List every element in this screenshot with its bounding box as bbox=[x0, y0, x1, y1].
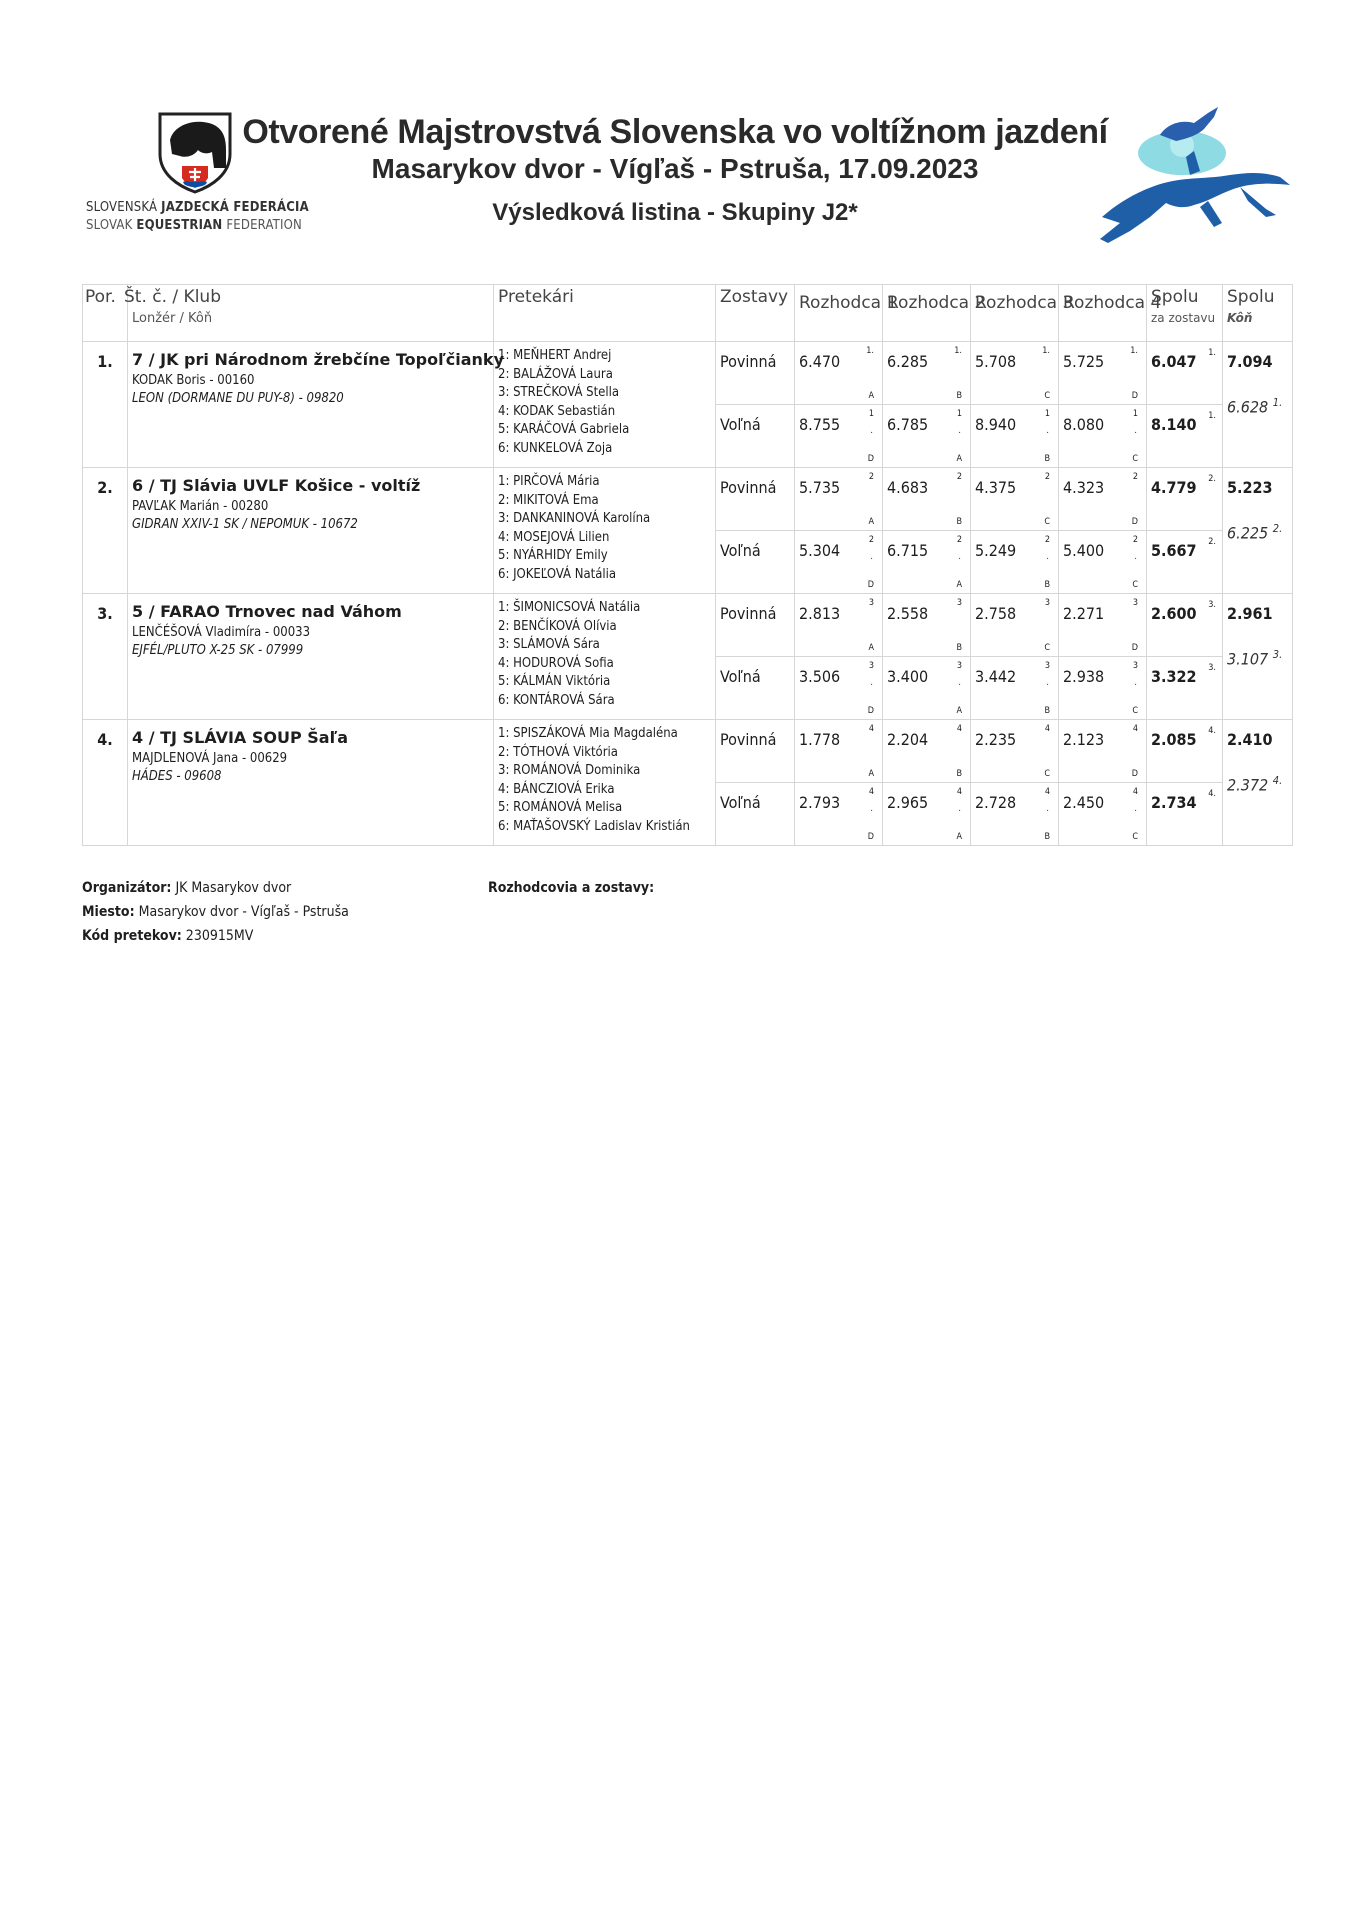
score-value: 5.735 bbox=[799, 478, 841, 497]
judge-letter: A bbox=[868, 769, 874, 779]
score-value: 6.285 bbox=[887, 352, 929, 371]
team-grand-total bbox=[1223, 342, 1293, 468]
col-riders: Pretekári bbox=[494, 285, 716, 342]
judge-score bbox=[971, 468, 1059, 531]
rider-name: 2: BALÁŽOVÁ Laura bbox=[498, 366, 613, 382]
judge-letter: A bbox=[956, 454, 962, 464]
composition-type: Povinná bbox=[716, 594, 795, 657]
team-lonzer: LENČÉŠOVÁ Vladimíra - 00033 bbox=[132, 625, 311, 640]
rider-name: 4: MOSEJOVÁ Lilien bbox=[498, 529, 610, 545]
rider-name: 6: MAŤAŠOVSKÝ Ladislav Kristián bbox=[498, 818, 690, 834]
total-rank: 2. bbox=[1208, 474, 1216, 484]
score-value: 3.506 bbox=[799, 667, 841, 686]
team-info bbox=[128, 342, 504, 468]
total-rank: 1. bbox=[1208, 348, 1216, 358]
col-judge-2: Rozhodca 2 bbox=[883, 285, 971, 342]
judge-score bbox=[795, 657, 883, 720]
team-row bbox=[83, 342, 1293, 405]
horse-rank: 3. bbox=[1272, 648, 1283, 661]
score-value: 2.813 bbox=[799, 604, 841, 623]
team-name: 5 / FARAO Trnovec nad Váhom bbox=[132, 602, 402, 621]
header bbox=[0, 0, 1357, 260]
grand-total-value: 5.223 bbox=[1227, 478, 1273, 497]
judge-score bbox=[795, 405, 883, 468]
score-value: 5.725 bbox=[1063, 352, 1105, 371]
team-rank: 4. bbox=[83, 720, 128, 846]
team-riders bbox=[494, 468, 716, 594]
team-name: 7 / JK pri Národnom žrebčíne Topoľčianky bbox=[132, 350, 504, 369]
horse-rank: 1. bbox=[1272, 396, 1283, 409]
rider-name: 5: NYÁRHIDY Emily bbox=[498, 548, 608, 563]
judge-score bbox=[795, 531, 883, 594]
team-row bbox=[83, 594, 1293, 657]
judge-score bbox=[971, 342, 1059, 405]
horse-rank: 2. bbox=[1272, 522, 1283, 535]
judge-letter: C bbox=[1132, 454, 1138, 464]
score-rank: 4 bbox=[1044, 787, 1050, 797]
judge-score bbox=[1059, 405, 1147, 468]
score-rank: 3 bbox=[1132, 661, 1138, 671]
score-dot: . bbox=[958, 804, 961, 814]
score-rank: 4 bbox=[868, 787, 874, 797]
judge-letter: C bbox=[1044, 769, 1050, 779]
score-rank: 3 bbox=[1132, 598, 1138, 608]
score-rank: 2 bbox=[868, 472, 874, 482]
judge-score bbox=[883, 531, 971, 594]
horse-score: 6.628 $^{1.}$ bbox=[1227, 396, 1283, 417]
score-value: 2.450 bbox=[1063, 793, 1105, 812]
score-value: 2.758 bbox=[975, 604, 1017, 623]
score-dot: . bbox=[958, 678, 961, 688]
judge-letter: D bbox=[1131, 643, 1138, 653]
judge-score bbox=[883, 342, 971, 405]
score-value: 6.470 bbox=[799, 352, 841, 371]
team-horse: EJFÉL/PLUTO X-25 SK - 07999 bbox=[132, 643, 304, 658]
score-dot: . bbox=[1134, 678, 1137, 688]
rider-name: 2: BENČÍKOVÁ Olívia bbox=[498, 618, 617, 634]
judge-letter: B bbox=[956, 391, 962, 401]
judge-letter: D bbox=[867, 580, 874, 590]
total-value: 2.734 bbox=[1151, 793, 1197, 812]
score-rank: 1. bbox=[1130, 346, 1138, 356]
score-value: 2.235 bbox=[975, 730, 1017, 749]
judge-letter: C bbox=[1132, 706, 1138, 716]
total-value: 3.322 bbox=[1151, 667, 1197, 686]
judge-score bbox=[795, 783, 883, 846]
score-value: 4.323 bbox=[1063, 478, 1105, 497]
judge-score bbox=[1059, 594, 1147, 657]
score-value: 8.940 bbox=[975, 415, 1017, 434]
team-rank: 1. bbox=[83, 342, 128, 468]
team-horse: GIDRAN XXIV-1 SK / NEPOMUK - 10672 bbox=[132, 517, 358, 532]
score-dot: . bbox=[958, 552, 961, 562]
judge-letter: C bbox=[1044, 517, 1050, 527]
judge-letter: C bbox=[1132, 580, 1138, 590]
composition-total bbox=[1147, 531, 1223, 594]
score-dot: . bbox=[1046, 678, 1049, 688]
judge-letter: B bbox=[1044, 454, 1050, 464]
score-value: 6.715 bbox=[887, 541, 929, 560]
judge-letter: A bbox=[956, 580, 962, 590]
team-row bbox=[83, 468, 1293, 531]
judge-score bbox=[971, 657, 1059, 720]
rider-name: 6: JOKEĽOVÁ Natália bbox=[498, 566, 617, 582]
score-rank: 3 bbox=[956, 661, 962, 671]
judge-letter: A bbox=[868, 643, 874, 653]
judge-letter: C bbox=[1044, 643, 1050, 653]
judge-score bbox=[883, 720, 971, 783]
rider-name: 4: HODUROVÁ Sofia bbox=[498, 655, 614, 671]
rider-name: 2: TÓTHOVÁ Viktória bbox=[498, 744, 618, 760]
score-rank: 1. bbox=[954, 346, 962, 356]
judge-score bbox=[1059, 783, 1147, 846]
score-value: 4.375 bbox=[975, 478, 1017, 497]
score-value: 5.249 bbox=[975, 541, 1017, 560]
rider-name: 5: KÁLMÁN Viktória bbox=[498, 674, 611, 689]
score-rank: 4 bbox=[1044, 724, 1050, 734]
horse-shield-icon bbox=[156, 110, 234, 194]
score-dot: . bbox=[870, 426, 873, 436]
judge-score bbox=[971, 720, 1059, 783]
score-rank: 3 bbox=[868, 661, 874, 671]
team-horse: LEON (DORMANE DU PUY-8) - 09820 bbox=[132, 391, 344, 406]
score-rank: 4 bbox=[1132, 724, 1138, 734]
total-value: 5.667 bbox=[1151, 541, 1197, 560]
judge-letter: A bbox=[956, 706, 962, 716]
judge-letter: C bbox=[1132, 832, 1138, 842]
rider-name: 3: STREČKOVÁ Stella bbox=[498, 385, 620, 400]
score-rank: 4 bbox=[868, 724, 874, 734]
judge-score bbox=[795, 468, 883, 531]
score-value: 8.755 bbox=[799, 415, 841, 434]
col-club: Št. č. / Klub Lonžér / Kôň bbox=[128, 285, 494, 342]
col-spolu-kon: Spolu Kôň bbox=[1223, 285, 1293, 342]
total-value: 4.779 bbox=[1151, 478, 1197, 497]
score-value: 3.400 bbox=[887, 667, 929, 686]
total-rank: 1. bbox=[1208, 411, 1216, 421]
score-value: 3.442 bbox=[975, 667, 1017, 686]
federation-name-sk: SLOVENSKÁ JAZDECKÁ FEDERÁCIA bbox=[86, 200, 309, 215]
judge-letter: D bbox=[867, 454, 874, 464]
table-header bbox=[83, 285, 1293, 342]
col-judge-3: Rozhodca 3 bbox=[971, 285, 1059, 342]
team-row bbox=[83, 720, 1293, 783]
judge-score bbox=[1059, 531, 1147, 594]
judges-label: Rozhodcovia a zostavy: bbox=[488, 880, 655, 896]
judge-letter: B bbox=[956, 517, 962, 527]
score-value: 5.708 bbox=[975, 352, 1017, 371]
score-rank: 1. bbox=[866, 346, 874, 356]
composition-total bbox=[1147, 468, 1223, 531]
score-value: 1.778 bbox=[799, 730, 841, 749]
score-dot: . bbox=[958, 426, 961, 436]
code-line: Kód pretekov: 230915MV bbox=[82, 928, 254, 944]
team-grand-total bbox=[1223, 720, 1293, 846]
page-subtitle: Masarykov dvor - Vígľaš - Pstruša, 17.09.2023 bbox=[371, 153, 979, 184]
judge-score bbox=[1059, 720, 1147, 783]
score-value: 2.938 bbox=[1063, 667, 1105, 686]
score-dot: . bbox=[1134, 804, 1137, 814]
total-rank: 4. bbox=[1208, 789, 1216, 799]
rider-name: 4: KODAK Sebastián bbox=[498, 403, 616, 419]
results-table bbox=[82, 284, 1293, 846]
team-name: 4 / TJ SLÁVIA SOUP Šaľa bbox=[132, 728, 349, 747]
rider-name: 2: MIKITOVÁ Ema bbox=[498, 492, 599, 508]
judge-score bbox=[883, 657, 971, 720]
composition-total bbox=[1147, 783, 1223, 846]
score-rank: 2 bbox=[1132, 535, 1138, 545]
composition-type: Voľná bbox=[716, 657, 795, 720]
team-lonzer: PAVĽAK Marián - 00280 bbox=[132, 499, 269, 514]
score-rank: 2 bbox=[868, 535, 874, 545]
score-rank: 4 bbox=[956, 787, 962, 797]
col-judge-1: Rozhodca 1 bbox=[795, 285, 883, 342]
col-zostavy: Zostavy bbox=[716, 285, 795, 342]
judge-score bbox=[795, 720, 883, 783]
score-dot: . bbox=[1046, 804, 1049, 814]
col-spolu: Spolu za zostavu bbox=[1147, 285, 1223, 342]
grand-total-value: 7.094 bbox=[1227, 352, 1273, 371]
team-lonzer: KODAK Boris - 00160 bbox=[132, 373, 255, 388]
team-riders bbox=[494, 720, 716, 846]
vaulting-logo-icon bbox=[1090, 105, 1300, 245]
judge-score bbox=[971, 405, 1059, 468]
horse-score: 3.107 $^{3.}$ bbox=[1227, 648, 1283, 669]
organizer-line: Organizátor: JK Masarykov dvor bbox=[82, 880, 292, 896]
judge-letter: A bbox=[956, 832, 962, 842]
total-rank: 3. bbox=[1208, 600, 1216, 610]
composition-total bbox=[1147, 405, 1223, 468]
judge-letter: D bbox=[867, 706, 874, 716]
score-value: 5.304 bbox=[799, 541, 841, 560]
score-rank: 2 bbox=[956, 472, 962, 482]
score-value: 8.080 bbox=[1063, 415, 1105, 434]
score-rank: 4 bbox=[1132, 787, 1138, 797]
title-block bbox=[230, 112, 1120, 228]
judge-letter: B bbox=[1044, 832, 1050, 842]
score-value: 6.785 bbox=[887, 415, 929, 434]
total-value: 2.600 bbox=[1151, 604, 1197, 623]
judge-letter: A bbox=[868, 391, 874, 401]
composition-type: Voľná bbox=[716, 783, 795, 846]
judge-letter: B bbox=[956, 769, 962, 779]
composition-total bbox=[1147, 342, 1223, 405]
score-rank: 3 bbox=[1044, 661, 1050, 671]
judge-score bbox=[971, 783, 1059, 846]
score-dot: . bbox=[1046, 552, 1049, 562]
composition-type: Povinná bbox=[716, 342, 795, 405]
score-dot: . bbox=[1134, 552, 1137, 562]
score-dot: . bbox=[1134, 426, 1137, 436]
rider-name: 1: MEŇHERT Andrej bbox=[498, 348, 612, 363]
score-value: 4.683 bbox=[887, 478, 929, 497]
judge-letter: D bbox=[1131, 517, 1138, 527]
team-grand-total bbox=[1223, 594, 1293, 720]
total-rank: 4. bbox=[1208, 726, 1216, 736]
team-info bbox=[128, 468, 494, 594]
score-value: 2.965 bbox=[887, 793, 929, 812]
federation-name-en: SLOVAK EQUESTRIAN FEDERATION bbox=[86, 218, 302, 233]
team-riders bbox=[494, 594, 716, 720]
score-rank: 2 bbox=[956, 535, 962, 545]
rider-name: 1: ŠIMONICSOVÁ Natália bbox=[498, 600, 641, 615]
grand-total-value: 2.410 bbox=[1227, 730, 1273, 749]
list-title: Výsledková listina - Skupiny J2* bbox=[492, 199, 858, 226]
team-horse: HÁDES - 09608 bbox=[132, 769, 222, 784]
team-name: 6 / TJ Slávia UVLF Košice - voltíž bbox=[132, 476, 421, 495]
score-dot: . bbox=[870, 804, 873, 814]
rider-name: 3: SLÁMOVÁ Sára bbox=[498, 637, 600, 652]
judge-letter: D bbox=[1131, 769, 1138, 779]
score-dot: . bbox=[1046, 426, 1049, 436]
score-dot: . bbox=[870, 552, 873, 562]
place-line: Miesto: Masarykov dvor - Vígľaš - Pstruša bbox=[82, 904, 349, 920]
rider-name: 5: ROMÁNOVÁ Melisa bbox=[498, 800, 623, 815]
judge-score bbox=[971, 531, 1059, 594]
composition-type: Voľná bbox=[716, 531, 795, 594]
score-rank: 4 bbox=[956, 724, 962, 734]
composition-total bbox=[1147, 594, 1223, 657]
team-rank: 2. bbox=[83, 468, 128, 594]
total-value: 2.085 bbox=[1151, 730, 1197, 749]
score-value: 2.558 bbox=[887, 604, 929, 623]
col-por: Por. bbox=[83, 285, 128, 342]
judge-letter: D bbox=[1131, 391, 1138, 401]
horse-score: 2.372 $^{4.}$ bbox=[1227, 774, 1283, 795]
rider-name: 1: SPISZÁKOVÁ Mia Magdaléna bbox=[498, 726, 678, 741]
judge-score bbox=[883, 468, 971, 531]
judge-letter: C bbox=[1044, 391, 1050, 401]
score-rank: 2 bbox=[1044, 535, 1050, 545]
footer-info bbox=[82, 876, 349, 948]
judge-score bbox=[1059, 342, 1147, 405]
col-judge-4: Rozhodca 4 bbox=[1059, 285, 1147, 342]
judge-score bbox=[883, 594, 971, 657]
score-rank: 2 bbox=[1044, 472, 1050, 482]
score-value: 2.271 bbox=[1063, 604, 1105, 623]
score-value: 2.123 bbox=[1063, 730, 1105, 749]
score-rank: 1 bbox=[1044, 409, 1050, 419]
composition-total bbox=[1147, 657, 1223, 720]
judge-score bbox=[883, 783, 971, 846]
judge-score bbox=[1059, 468, 1147, 531]
judge-letter: A bbox=[868, 517, 874, 527]
score-value: 2.793 bbox=[799, 793, 841, 812]
rider-name: 6: KUNKELOVÁ Zoja bbox=[498, 440, 613, 456]
team-info bbox=[128, 720, 494, 846]
rider-name: 3: ROMÁNOVÁ Dominika bbox=[498, 763, 641, 778]
total-rank: 2. bbox=[1208, 537, 1216, 547]
judge-score bbox=[971, 594, 1059, 657]
score-rank: 1. bbox=[1042, 346, 1050, 356]
judge-score bbox=[1059, 657, 1147, 720]
score-value: 5.400 bbox=[1063, 541, 1105, 560]
score-rank: 1 bbox=[1132, 409, 1138, 419]
horse-rank: 4. bbox=[1272, 774, 1283, 787]
score-rank: 1 bbox=[868, 409, 874, 419]
team-info bbox=[128, 594, 494, 720]
total-value: 6.047 bbox=[1151, 352, 1197, 371]
score-rank: 1 bbox=[956, 409, 962, 419]
composition-total bbox=[1147, 720, 1223, 783]
rider-name: 3: DANKANINOVÁ Karolína bbox=[498, 511, 651, 526]
composition-type: Povinná bbox=[716, 468, 795, 531]
judge-letter: B bbox=[956, 643, 962, 653]
score-value: 2.204 bbox=[887, 730, 929, 749]
composition-type: Povinná bbox=[716, 720, 795, 783]
score-rank: 3 bbox=[868, 598, 874, 608]
team-lonzer: MAJDLENOVÁ Jana - 00629 bbox=[132, 751, 288, 766]
judge-letter: B bbox=[1044, 580, 1050, 590]
judge-score bbox=[883, 405, 971, 468]
page-title: Otvorené Majstrovstvá Slovenska vo voltížnom jazdení bbox=[242, 113, 1108, 151]
score-value: 2.728 bbox=[975, 793, 1017, 812]
rider-name: 6: KONTÁROVÁ Sára bbox=[498, 692, 615, 708]
total-rank: 3. bbox=[1208, 663, 1216, 673]
total-value: 8.140 bbox=[1151, 415, 1197, 434]
team-rank: 3. bbox=[83, 594, 128, 720]
grand-total-value: 2.961 bbox=[1227, 604, 1273, 623]
rider-name: 5: KARÁČOVÁ Gabriela bbox=[498, 422, 630, 437]
team-riders bbox=[494, 342, 716, 468]
score-rank: 2 bbox=[1132, 472, 1138, 482]
team-grand-total bbox=[1223, 468, 1293, 594]
score-dot: . bbox=[870, 678, 873, 688]
judge-score bbox=[795, 594, 883, 657]
score-rank: 3 bbox=[956, 598, 962, 608]
judge-letter: B bbox=[1044, 706, 1050, 716]
rider-name: 1: PIRČOVÁ Mária bbox=[498, 474, 600, 489]
judge-score bbox=[795, 342, 883, 405]
horse-score: 6.225 $^{2.}$ bbox=[1227, 522, 1283, 543]
score-rank: 3 bbox=[1044, 598, 1050, 608]
rider-name: 4: BÁNCZIOVÁ Erika bbox=[498, 781, 615, 797]
judge-letter: D bbox=[867, 832, 874, 842]
composition-type: Voľná bbox=[716, 405, 795, 468]
